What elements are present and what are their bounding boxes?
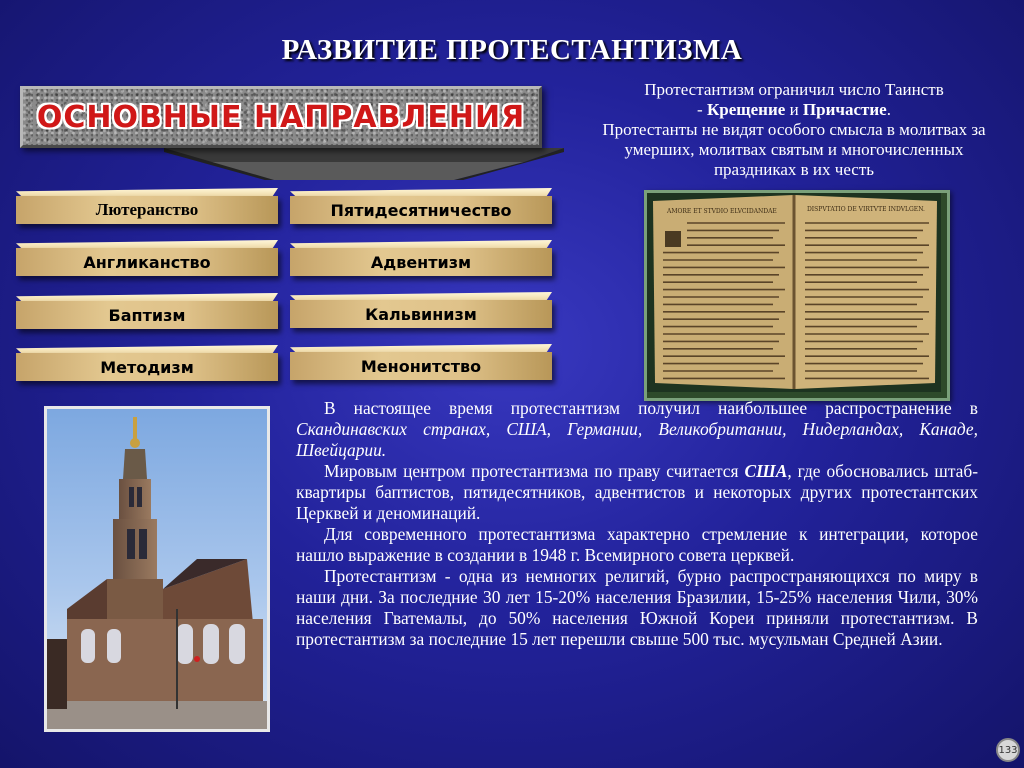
paragraph-growth: Протестантизм - одна из немногих религий, бурно распространяющихся по миру в наши дни. За последние 30 лет 15-20% населения Бразилии, 15-25% населения Чили, 30% населения Гватемалы, до 50% населения Южной Кореи приняли протестантизм. В протестантизм за последние 15 лет перешли свыше 500 тыс. мусульман Средней Азии. — [296, 566, 978, 649]
sacraments-text — [588, 80, 1000, 180]
plaque-label: Лютеранство — [16, 196, 278, 224]
paragraph-world-center: Мировым центром протестантизма по праву считается США, где обосновались штаб-квартиры баптистов, пятидесятников, адвентистов и некоторых других протестантских Церквей и деноминаций. — [296, 461, 978, 523]
paragraph-integration: Для современного протестантизма характерно стремление к интеграции, которое нашло выражение в создании в 1948 г. Всемирного совета церквей. — [296, 524, 978, 565]
countries-list: Скандинавских странах, США, Германии, Великобритании, Нидерландах, Канаде, Швейцарии. — [296, 419, 978, 460]
slide-title: РАЗВИТИЕ ПРОТЕСТАНТИЗМА — [281, 34, 743, 66]
paragraph-spread: В настоящее время протестантизм получил наибольшее распространение в Скандинавских странах, США, Германии, Великобритании, Нидерландах, Канаде, Швейцарии. — [296, 398, 978, 460]
theses-book-image — [644, 190, 950, 401]
plaque-adventism[interactable] — [290, 240, 552, 274]
plaque-lutheranism[interactable] — [16, 188, 278, 222]
plaque-calvinism[interactable] — [290, 292, 552, 326]
sacrament-communion: Причастие — [802, 100, 887, 119]
plaque-baptism[interactable] — [16, 293, 278, 327]
plaque-mennonites[interactable] — [290, 344, 552, 378]
plaque-label: Адвентизм — [290, 248, 552, 276]
church-photo — [44, 406, 270, 732]
intro-rest: Протестанты не видят особого смысла в молитвах за умерших, молитвах святым и многочисленных праздниках в их честь — [602, 120, 986, 179]
intro-sacraments: - Крещение и Причастие. — [697, 100, 891, 119]
intro-line: Протестантизм ограничил число Таинств — [644, 80, 944, 99]
plaque-label: Баптизм — [16, 301, 278, 329]
page-number-badge: 133 — [996, 738, 1020, 762]
plaque-pentecostalism[interactable] — [290, 188, 552, 222]
book-right-heading: DISPVTATIO DE VIRTVTE INDVLGEN. — [807, 206, 925, 213]
plaque-methodism[interactable] — [16, 345, 278, 379]
plaque-label: Менонитство — [290, 352, 552, 380]
plaque-label: Англиканство — [16, 248, 278, 276]
protestantism-body-text — [296, 398, 978, 650]
usa-highlight: США — [744, 461, 788, 481]
church-illustration — [47, 409, 267, 729]
plaque-anglicanism[interactable] — [16, 240, 278, 274]
banner-pedestal — [164, 148, 564, 180]
plaque-label: Пятидесятничество — [290, 196, 552, 224]
sacrament-baptism: Крещение — [706, 100, 786, 119]
directions-banner — [14, 80, 554, 180]
plaque-label: Кальвинизм — [290, 300, 552, 328]
plaque-label: Методизм — [16, 353, 278, 381]
book-illustration — [647, 193, 941, 392]
banner-title: ОСНОВНЫЕ НАПРАВЛЕНИЯ — [36, 99, 526, 135]
granite-banner — [20, 86, 542, 148]
book-left-heading: AMORE ET STVDIO ELVCIDANDAE — [667, 208, 777, 215]
